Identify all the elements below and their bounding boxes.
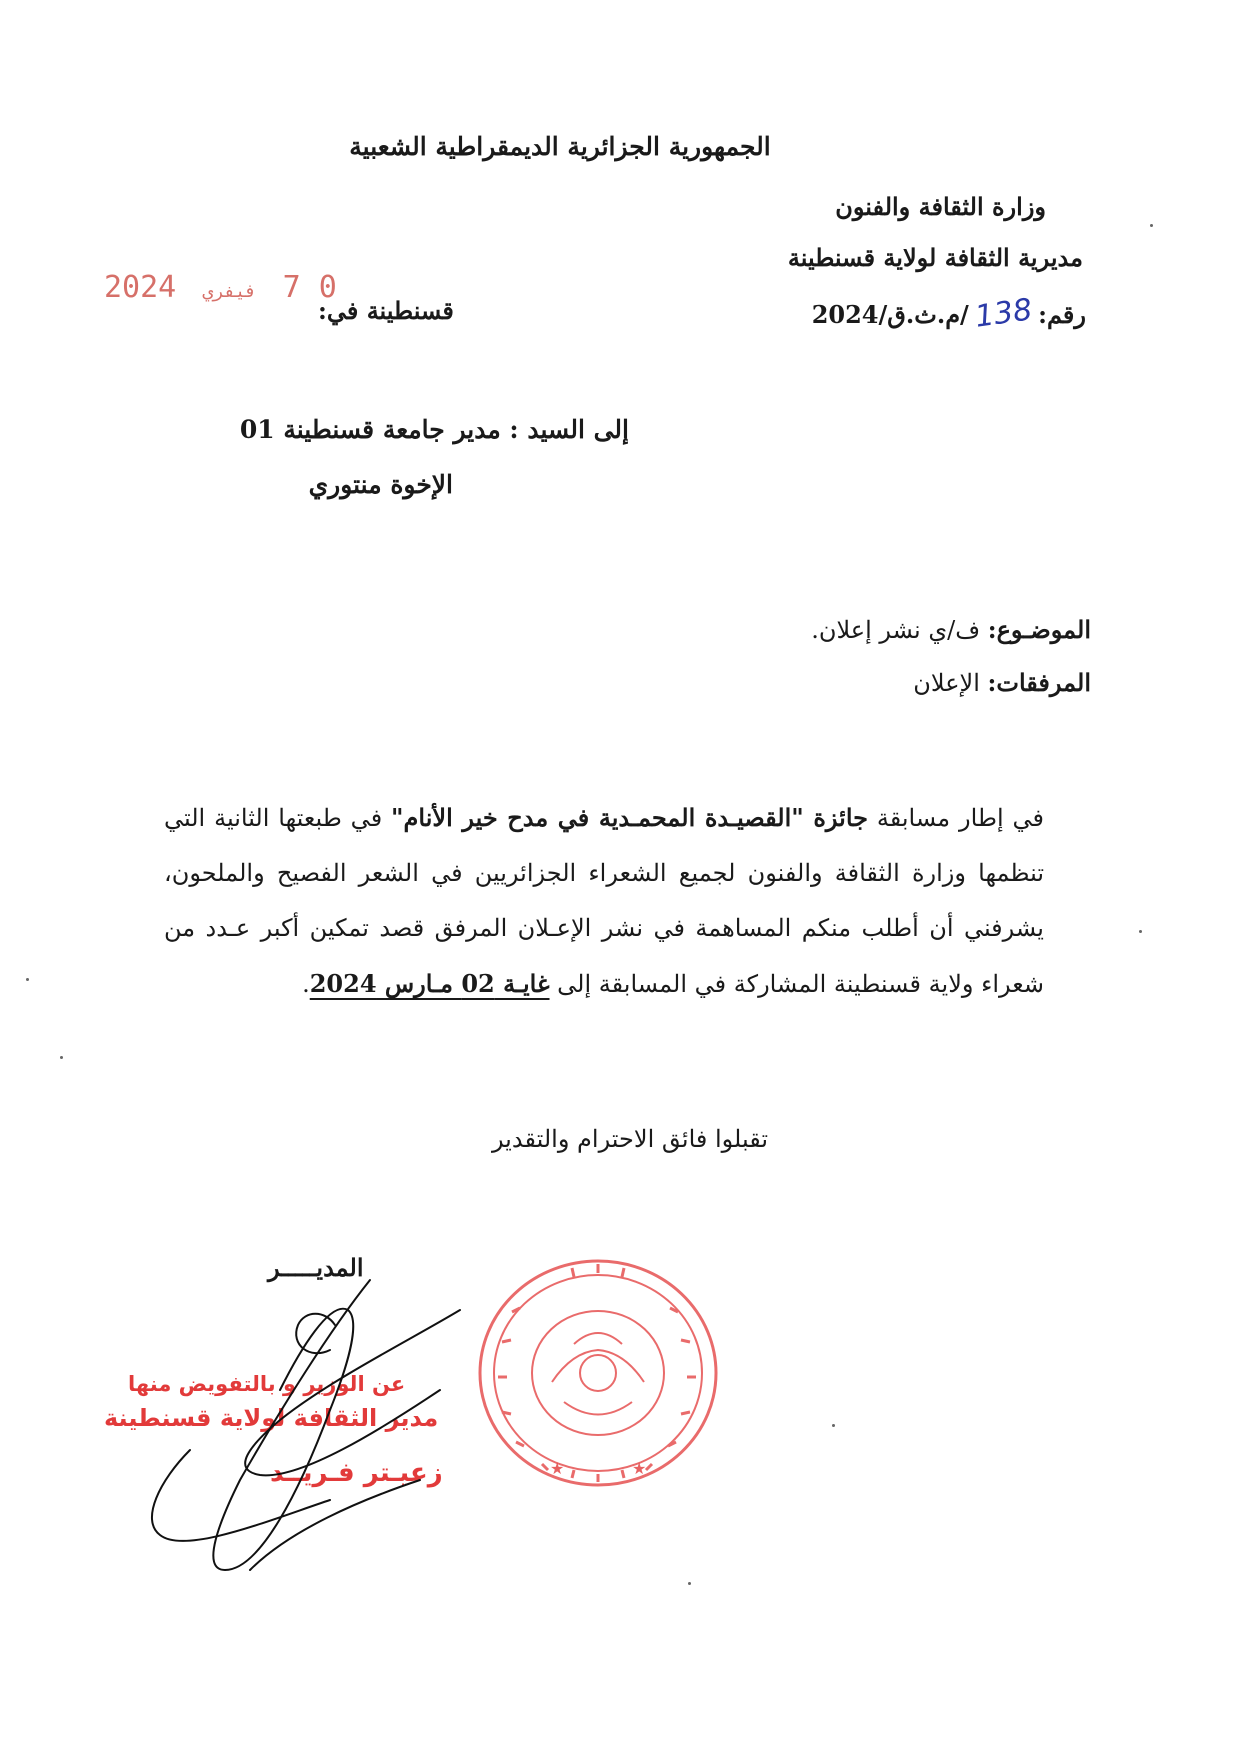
addressee-line-1: إلى السيد : مدير جامعة قسنطينة 01 xyxy=(239,415,629,444)
body-intro: في إطار مسابقة xyxy=(876,804,1045,832)
body-paragraph xyxy=(164,790,1044,1012)
date-stamp xyxy=(104,270,337,305)
director-title: المديـــــر xyxy=(268,1253,364,1282)
scan-dot xyxy=(26,978,29,981)
body-main: في طبعتها الثانية التي تنظمها وزارة الثقافة والفنون لجميع الشعراء الجزائريين في الشعر الفصيح والملحون، يشرفني أن أطلب منكم المساهمة في نشر الإعـلان المرفق قصد تمكين أكبر عـدد من شعراء ولاية قسنطينة المشاركة في المسابقة إلى xyxy=(164,804,1044,998)
deadline-date: غايـة 02 مـارس 2024 xyxy=(309,969,550,998)
director-name-stamp: زعيـتر فـريــد xyxy=(270,1458,443,1488)
reference-number-handwritten: 138 xyxy=(972,292,1035,335)
handwritten-signature-icon xyxy=(130,1270,480,1590)
scan-dot xyxy=(832,1424,835,1427)
reference-line xyxy=(811,292,1086,335)
subject-label: الموضـوع: xyxy=(987,615,1091,644)
official-seal-icon xyxy=(472,1252,724,1494)
body-end: . xyxy=(302,970,310,998)
subject-text: ف/ي نشر إعلان. xyxy=(811,616,981,644)
subject-line xyxy=(811,615,1091,644)
award-name: جائزة "القصيـدة المحمـدية في مدح خير الأنام" xyxy=(391,803,868,832)
attachments-text: الإعلان xyxy=(913,669,980,697)
reference-label: رقم: xyxy=(1038,300,1086,329)
date-stamp-day: 0 7 xyxy=(282,270,337,305)
date-stamp-month: فيفري xyxy=(202,281,257,302)
attachments-line xyxy=(913,668,1091,697)
closing-phrase: تقبلوا فائق الاحترام والتقدير xyxy=(491,1125,769,1153)
reference-suffix: /م.ث.ق/2024 xyxy=(811,300,969,329)
scan-dot xyxy=(1150,224,1153,227)
republic-heading: الجمهورية الجزائرية الديمقراطية الشعبية xyxy=(349,132,771,161)
scan-dot xyxy=(60,1056,63,1059)
letter-body xyxy=(164,790,1044,1012)
scan-dot xyxy=(1139,930,1142,933)
date-stamp-year: 2024 xyxy=(104,270,177,305)
director-stamp-line: مدير الثقافة لولاية قسنطينة xyxy=(104,1404,439,1432)
attachments-label: المرفقات: xyxy=(987,668,1091,697)
delegation-stamp-line: عن الوزير و بالتفويض منها xyxy=(128,1372,406,1396)
svg-text:★: ★ xyxy=(632,1459,647,1478)
svg-text:★: ★ xyxy=(550,1459,565,1478)
addressee-line-2: الإخوة منتوري xyxy=(308,470,453,499)
city-date-label: قسنطينة في: xyxy=(318,296,454,325)
ministry-name: وزارة الثقافة والفنون xyxy=(835,192,1046,221)
directorate-name: مديرية الثقافة لولاية قسنطينة xyxy=(787,243,1083,272)
scan-dot xyxy=(688,1582,691,1585)
